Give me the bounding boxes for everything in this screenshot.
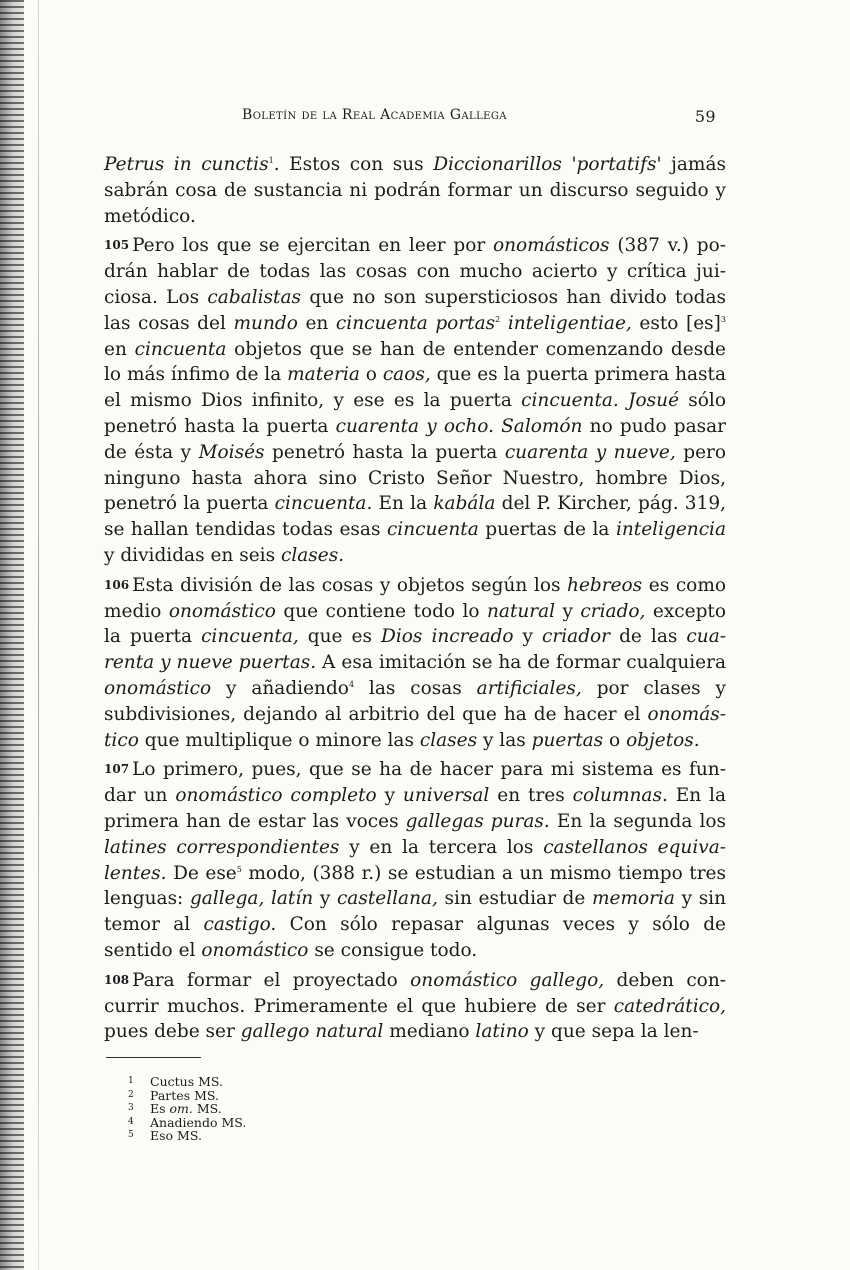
italic-text: cincuenta, bbox=[201, 626, 299, 648]
text-run bbox=[500, 313, 508, 334]
text-run: y añadiendo bbox=[211, 677, 349, 699]
text-run: y bbox=[513, 626, 543, 648]
text-run: Anadiendo MS. bbox=[150, 1114, 247, 1130]
italic-text: castellana, bbox=[336, 888, 438, 910]
italic-text: catedrático, bbox=[613, 995, 726, 1017]
italic-text: onomástico completo bbox=[175, 785, 377, 807]
text-run: sólo penetró hasta la puerta bbox=[104, 390, 726, 437]
italic-text: universal bbox=[402, 785, 490, 807]
footnote-mark: 5 bbox=[128, 1130, 134, 1140]
text-run: (387 v.) podrán hablar de todas las cosas con mucho acierto y crítica juiciosa. Los bbox=[104, 235, 727, 308]
journal-title: Boletín de la Real Academia Gallega bbox=[242, 107, 507, 123]
text-run: es como medio bbox=[104, 574, 726, 622]
italic-text: natural bbox=[487, 600, 556, 622]
text-run: en bbox=[297, 312, 336, 334]
page-binding-edge bbox=[38, 0, 39, 1270]
text-run: En la bbox=[372, 493, 434, 515]
text-run: puertas de la bbox=[478, 519, 616, 541]
italic-text: cincuenta bbox=[386, 519, 479, 541]
footnote-reference: 4 bbox=[348, 679, 355, 689]
footnote-reference: 2 bbox=[495, 314, 501, 324]
text-run: pero ninguno hasta ahora sino Cristo Señor Nuestro, hombre Dios, penetró la puerta bbox=[104, 441, 726, 515]
main-text bbox=[104, 152, 726, 1049]
italic-text: onomásticos bbox=[492, 235, 610, 257]
italic-text: latines correspondientes bbox=[104, 836, 340, 858]
footnote-mark: 1 bbox=[128, 1076, 134, 1086]
italic-text: mundo bbox=[233, 312, 298, 334]
footnote bbox=[128, 1129, 428, 1143]
italic-text: inteligencia bbox=[615, 519, 726, 541]
footnote-text bbox=[150, 1075, 223, 1089]
paragraph-number: 107 bbox=[104, 762, 130, 777]
italic-text: onomástico bbox=[104, 703, 726, 751]
italic-text: kabála bbox=[433, 493, 496, 515]
page-binding-shadow bbox=[0, 0, 24, 1270]
text-run: por clases y subdivisiones, dejando al arbitrio del que ha de hacer el bbox=[104, 677, 726, 725]
footnote-text bbox=[150, 1102, 222, 1116]
text-run: y divididas en seis bbox=[104, 544, 281, 566]
footnote-reference: 3 bbox=[720, 314, 726, 324]
italic-text: criado, bbox=[580, 600, 646, 622]
text-run: Lo primero, pues, que se ha de hacer para mi sistema es fundar un bbox=[104, 759, 726, 807]
footnote-text bbox=[150, 1129, 202, 1143]
text-run: y bbox=[313, 888, 337, 910]
footnote-mark: 2 bbox=[128, 1089, 134, 1100]
italic-text: Dios increado bbox=[381, 626, 514, 648]
paragraph bbox=[104, 233, 726, 568]
italic-text: cuarenta y nueve puertas. bbox=[104, 626, 726, 674]
text-run: y las bbox=[477, 729, 532, 751]
italic-text: cabalistas bbox=[207, 286, 301, 308]
text-run: Con sólo repasar algunas veces y sólo de sentido el bbox=[104, 914, 726, 961]
footnote bbox=[128, 1102, 428, 1116]
text-run: Esta división de las cosas y objetos según los bbox=[132, 574, 568, 596]
italic-text: cincuenta portas bbox=[335, 312, 496, 334]
italic-text: materia bbox=[287, 364, 360, 386]
italic-text: onomástico bbox=[104, 677, 212, 699]
text-run: que no son supersticiosos han divido todas las cosas del bbox=[104, 286, 726, 334]
footnote-mark: 3 bbox=[128, 1103, 134, 1113]
italic-text: latino bbox=[475, 1021, 529, 1043]
text-run: en bbox=[104, 338, 135, 360]
footnote-reference: 5 bbox=[236, 864, 242, 874]
text-run: Cuctus MS. bbox=[150, 1074, 223, 1089]
text-run: de las bbox=[610, 626, 687, 648]
text-run: . Estos con sus bbox=[273, 154, 434, 175]
footnote bbox=[128, 1116, 428, 1130]
italic-text: inteligentiae, bbox=[507, 312, 632, 334]
footnote-reference: 1 bbox=[268, 156, 274, 165]
text-run: mediano bbox=[383, 1021, 476, 1043]
text-run: o bbox=[359, 364, 383, 386]
text-run: En la primera han de estar las voces bbox=[104, 785, 726, 832]
paragraph bbox=[104, 968, 726, 1045]
text-run: que es la puerta primera hasta el mismo Dios infinito, y ese es la puerta bbox=[104, 364, 726, 412]
italic-text: memoria bbox=[592, 888, 675, 910]
text-run: en tres bbox=[489, 785, 573, 807]
text-run: que contiene todo lo bbox=[275, 600, 487, 622]
text-run: MS. bbox=[192, 1101, 222, 1116]
italic-text: om. bbox=[169, 1101, 193, 1116]
italic-text: criador bbox=[542, 626, 611, 648]
page-number: 59 bbox=[694, 107, 716, 126]
text-run: no pudo pasar de ésta y bbox=[104, 415, 727, 463]
text-run: Es bbox=[150, 1101, 170, 1116]
text-run: Pero los que se ejercitan en leer por bbox=[132, 235, 493, 257]
text-run: y sin temor al bbox=[104, 888, 727, 936]
text-run: penetró hasta la puerta bbox=[264, 441, 505, 463]
text-run: De ese bbox=[166, 862, 237, 884]
italic-text: clases bbox=[419, 729, 478, 751]
italic-text: cuarenta y nueve, bbox=[504, 441, 676, 463]
italic-text: cuarenta y ocho. Salomón bbox=[335, 415, 583, 437]
italic-text: Moisés bbox=[198, 441, 265, 463]
italic-text: onomástico bbox=[201, 939, 309, 961]
text-run: Para formar el proyectado bbox=[132, 969, 411, 991]
italic-text: castellanos equivalentes. bbox=[104, 836, 726, 884]
italic-text: Diccionarillos 'portatifs' bbox=[433, 154, 662, 175]
text-run: esto [es] bbox=[631, 312, 721, 334]
italic-text: gallega, latín bbox=[189, 888, 314, 910]
text-run: Eso MS. bbox=[150, 1128, 202, 1143]
text-run: que multiplique o minore las bbox=[138, 729, 420, 751]
italic-text: onomástico gallego, bbox=[410, 969, 605, 991]
text-run: y bbox=[376, 785, 403, 807]
italic-text: gallego natural bbox=[240, 1021, 384, 1043]
italic-text: gallegas puras. bbox=[405, 810, 550, 832]
paragraph bbox=[104, 757, 726, 963]
paragraph bbox=[104, 152, 726, 229]
italic-text: clases. bbox=[280, 544, 345, 566]
italic-text: puertas bbox=[531, 729, 604, 751]
footnote-mark: 4 bbox=[128, 1116, 134, 1127]
italic-text: cincuenta. Josué bbox=[521, 390, 680, 412]
text-run: o bbox=[603, 729, 627, 751]
text-run: las cosas bbox=[354, 677, 477, 699]
footnote-text bbox=[150, 1089, 219, 1103]
italic-text: onomástico bbox=[168, 600, 276, 622]
paragraph bbox=[104, 573, 726, 754]
text-run: se consigue todo. bbox=[308, 939, 478, 961]
text-run: A esa imitación se ha de formar cualquiera bbox=[316, 652, 726, 674]
text-run: sin estudiar de bbox=[437, 888, 592, 910]
italic-text: artificiales, bbox=[476, 677, 582, 699]
text-run: Partes MS. bbox=[150, 1087, 219, 1103]
italic-text: Petrus in cunctis bbox=[104, 154, 269, 175]
footnote-separator bbox=[106, 1057, 201, 1058]
paragraph-number: 106 bbox=[104, 577, 130, 592]
text-run: y bbox=[555, 600, 581, 622]
text-run: y en la tercera los bbox=[339, 836, 544, 858]
paragraph-number: 108 bbox=[104, 972, 130, 987]
text-run: y que sepa la len- bbox=[528, 1021, 699, 1043]
footnotes bbox=[128, 1075, 428, 1143]
text-run: objetos que se han de entender comenzando desde lo más ínfimo de la bbox=[104, 338, 726, 386]
italic-text: cincuenta. bbox=[274, 493, 373, 515]
footnote-text bbox=[150, 1116, 246, 1130]
footnote bbox=[128, 1075, 428, 1089]
text-run: que es bbox=[298, 626, 382, 648]
footnote bbox=[128, 1089, 428, 1103]
text-run: pues debe ser bbox=[104, 1021, 241, 1043]
text-run: modo, (388 r.) se estudian a un mismo tiempo tres lenguas: bbox=[104, 862, 726, 910]
italic-text: cincuenta bbox=[134, 338, 227, 360]
text-run: En la segunda los bbox=[549, 810, 726, 832]
italic-text: objetos. bbox=[626, 729, 700, 751]
italic-text: hebreos bbox=[567, 574, 643, 596]
paragraph-number: 105 bbox=[104, 238, 130, 253]
text-run: excepto la puerta bbox=[104, 600, 726, 648]
italic-text: columnas. bbox=[572, 785, 668, 807]
text-run: deben concurrir muchos. Primeramente el que hubiere de ser bbox=[104, 969, 727, 1017]
italic-text: caos, bbox=[382, 364, 431, 386]
text-run: jamás sabrán cosa de sustancia ni podrán formar un discurso seguido y metódico. bbox=[104, 154, 726, 227]
running-header bbox=[242, 107, 722, 127]
italic-text: castigo. bbox=[203, 914, 277, 936]
text-run: del P. Kircher, pág. 319, se hallan tendidas todas esas bbox=[104, 493, 726, 541]
